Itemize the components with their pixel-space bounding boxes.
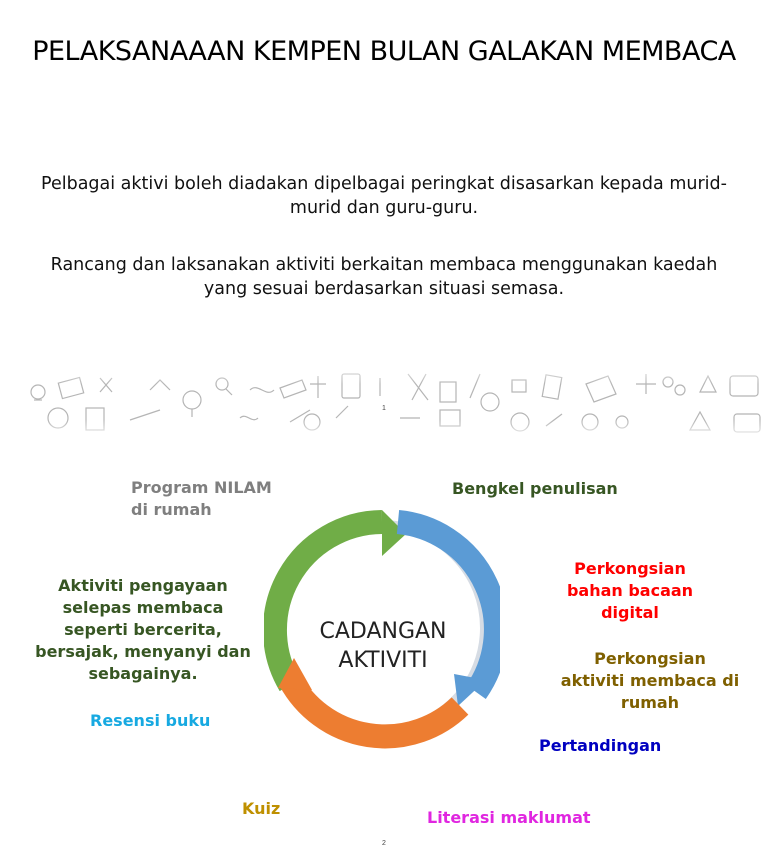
page-number-1: 1 [382,405,386,412]
center-label: CADANGAN AKTIVITI [319,619,447,673]
activity-literasi-maklumat: Literasi maklumat [427,808,591,827]
activity-resensi-buku: Resensi buku [90,711,211,730]
activity-kuiz: Kuiz [242,799,281,818]
activity-aktiviti-pengayaan: Aktiviti pengayaan selepas membaca seperti bercerita, bersajak, menyanyi dan sebagainya. [35,576,251,683]
paragraph-2: Rancang dan laksanakan aktiviti berkaitan membaca menggunakan kaedah yang sesuai berdasarkan situasi semasa. [50,255,718,299]
activity-perkongsian-aktiviti-rumah: Perkongsian aktiviti membaca di rumah [560,649,740,712]
school-doodle-banner [0,360,768,440]
activity-program-nilam: Program NILAM di rumah [131,478,272,519]
activity-pertandingan: Pertandingan [539,736,662,755]
slide-1 [0,0,768,410]
activity-bengkel-penulisan: Bengkel penulisan [452,479,618,498]
page-number-2: 2 [382,840,386,847]
activity-perkongsian-bahan-digital: Perkongsian bahan bacaan digital [566,559,694,622]
slide-title: PELAKSANAAAN KEMPEN BULAN GALAKAN MEMBACA [32,36,736,67]
paragraph-1: Pelbagai aktivi boleh diadakan dipelbagai peringkat disasarkan kepada murid-murid dan guru-guru. [41,174,727,218]
